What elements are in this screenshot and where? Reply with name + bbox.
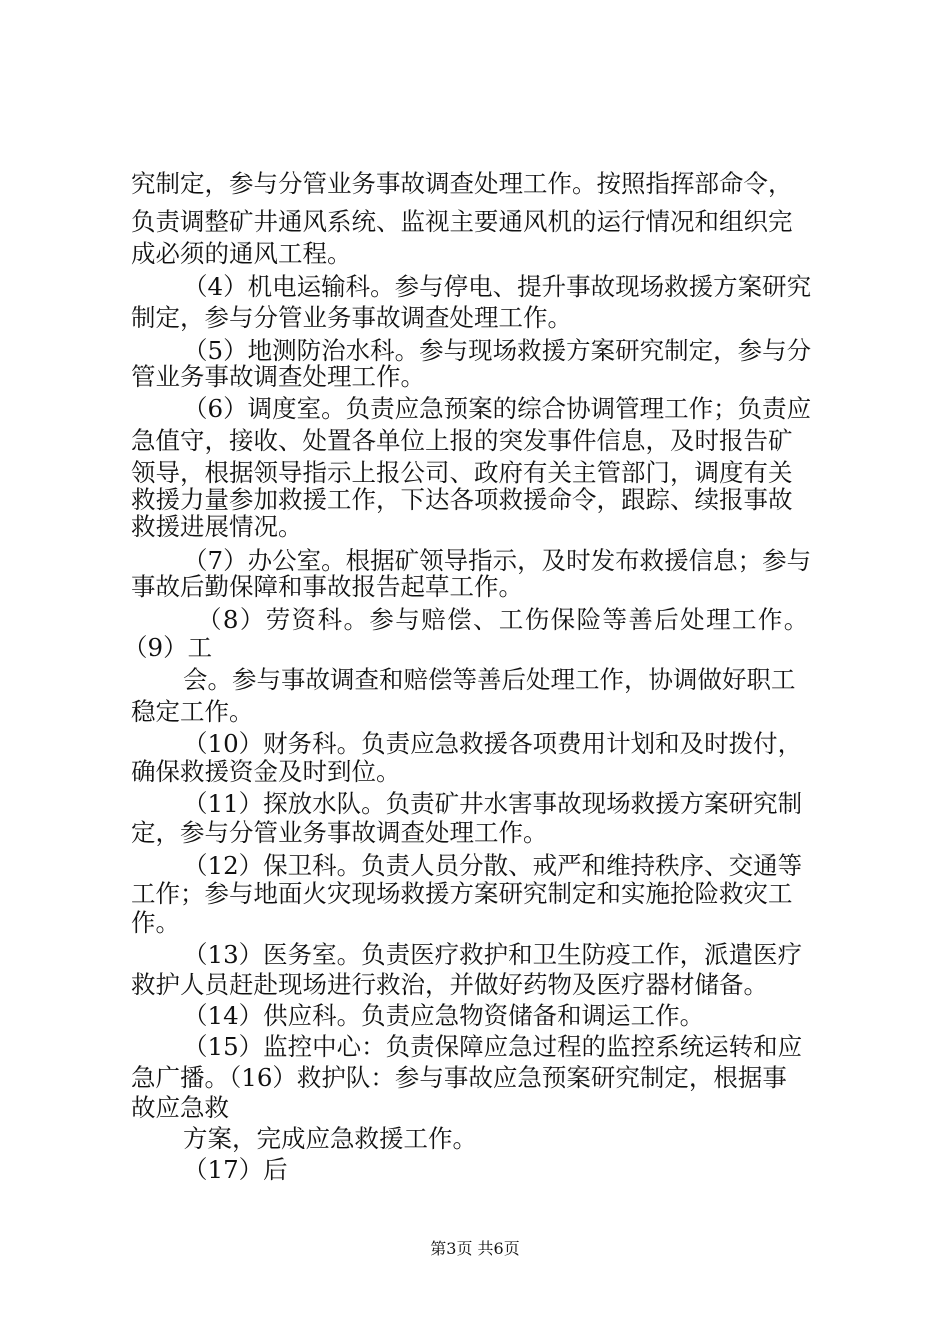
text-line: 确保救援资金及时到位。 xyxy=(131,757,401,786)
text-line: 急值守，接收、处置各单位上报的突发事件信息，及时报告矿 xyxy=(131,426,793,455)
text-line: 故应急救 xyxy=(131,1093,229,1122)
text-line: 急广播。（16）救护队：参与事故应急预案研究制定，根据事 xyxy=(131,1063,787,1092)
text-line: （4）机电运输科。参与停电、提升事故现场救援方案研究 xyxy=(183,272,812,301)
text-line: 会。参与事故调查和赔偿等善后处理工作，协调做好职工 xyxy=(183,665,796,694)
text-line: （7）办公室。根据矿领导指示，及时发布救援信息；参与 xyxy=(183,546,812,575)
text-line: （9）工 xyxy=(123,633,213,662)
text-line: 管业务事故调查处理工作。 xyxy=(131,362,425,391)
text-line: 事故后勤保障和事故报告起草工作。 xyxy=(131,572,523,601)
text-line: 负责调整矿井通风系统、监视主要通风机的运行情况和组织完 xyxy=(131,207,793,236)
text-line: （12）保卫科。负责人员分散、戒严和维持秩序、交通等 xyxy=(183,851,803,880)
text-line: （17）后 xyxy=(183,1155,288,1184)
text-line: （10）财务科。负责应急救援各项费用计划和及时拨付， xyxy=(183,729,803,758)
text-line: 成必须的通风工程。 xyxy=(131,239,352,268)
text-line: （11）探放水队。负责矿井水害事故现场救援方案研究制 xyxy=(183,789,803,818)
text-line: 作。 xyxy=(131,908,180,937)
text-line: 救护人员赶赴现场进行救治，并做好药物及医疗器材储备。 xyxy=(131,970,768,999)
page-number-footer: 第3页 共6页 xyxy=(430,1239,520,1258)
text-line: 工作；参与地面火灾现场救援方案研究制定和实施抢险救灾工 xyxy=(131,879,793,908)
text-line: （6）调度室。负责应急预案的综合协调管理工作；负责应 xyxy=(183,394,812,423)
text-line: 领导，根据领导指示上报公司、政府有关主管部门，调度有关 xyxy=(131,458,793,487)
text-line: （5）地测防治水科。参与现场救援方案研究制定，参与分 xyxy=(183,336,812,365)
text-line: （8）劳资科。参与赔偿、工伤保险等善后处理工作。 xyxy=(197,605,810,634)
text-line: 定，参与分管业务事故调查处理工作。 xyxy=(131,818,548,847)
text-line: （13）医务室。负责医疗救护和卫生防疫工作，派遣医疗 xyxy=(183,940,803,969)
text-line: 方案，完成应急救援工作。 xyxy=(183,1124,477,1153)
text-line: 究制定，参与分管业务事故调查处理工作。按照指挥部命令， xyxy=(131,169,793,198)
text-line: （15）监控中心：负责保障应急过程的监控系统运转和应 xyxy=(183,1032,803,1061)
text-line: 制定，参与分管业务事故调查处理工作。 xyxy=(131,303,572,332)
text-line: 稳定工作。 xyxy=(131,697,254,726)
text-line: 救援力量参加救援工作，下达各项救援命令，跟踪、续报事故 xyxy=(131,485,793,514)
text-line: 救援进展情况。 xyxy=(131,512,303,541)
text-line: （14）供应科。负责应急物资储备和调运工作。 xyxy=(183,1001,705,1030)
